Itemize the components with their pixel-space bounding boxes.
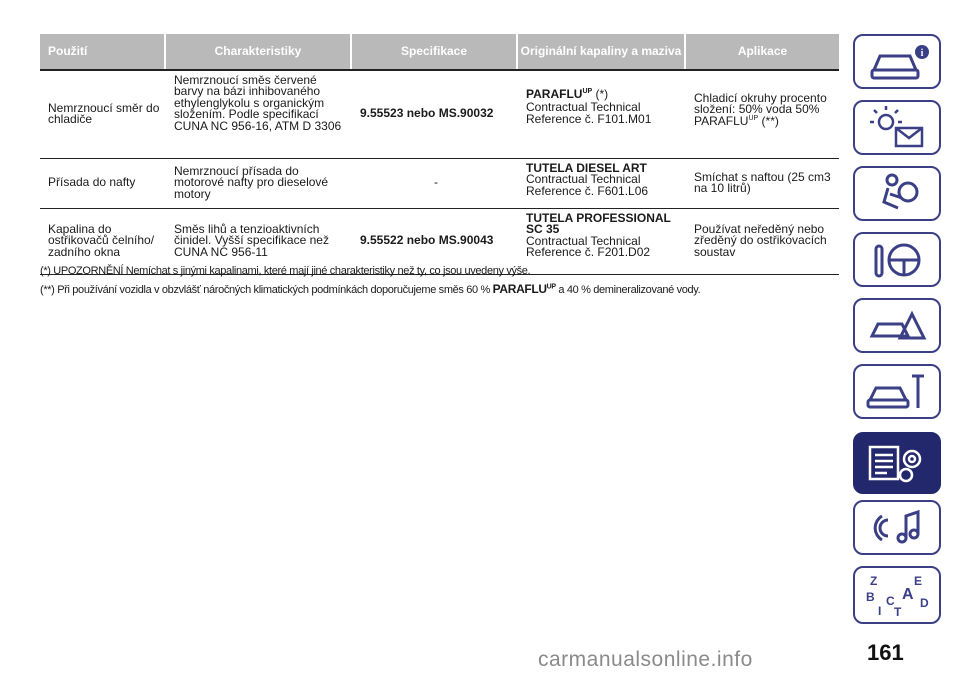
row-characteristics: Nemrznoucí směs červené barvy na bázi inhibovaného ethylenglykolu s organickým složením. Podle specifikací CUNA NC 956-16, ATM D 3306 (174, 72, 342, 133)
airbag-seat-icon[interactable] (853, 166, 941, 221)
index-letter: Z (870, 574, 878, 588)
row-usage: Nemrznoucí směr do chladiče (48, 100, 160, 126)
fluids-table (40, 34, 839, 275)
row-application: Používat neředěný nebo zředěný do ostřikovacích soustav (694, 221, 827, 259)
header-characteristics: Charakteristiky (166, 34, 352, 69)
index-letter: A (902, 586, 914, 603)
row-fluid (518, 71, 686, 158)
row-fluid (518, 159, 686, 208)
table-row (40, 71, 839, 159)
row-spec: 9.55523 nebo MS.90032 (360, 106, 494, 121)
car-service-icon[interactable] (853, 364, 941, 419)
row-spec: - (434, 175, 438, 190)
fluid-name: PARAFLU (526, 86, 583, 101)
fluid-mark: (*) (595, 86, 609, 101)
index-letter: E (914, 574, 923, 588)
page-number: 161 (867, 640, 904, 665)
index-letter: T (894, 605, 902, 617)
fluid-ref: Contractual Technical Reference č. F101.M01 (526, 100, 652, 126)
header-application: Aplikace (686, 34, 839, 69)
index-letters-icon[interactable] (853, 566, 941, 624)
row-usage: Přísada do nafty (48, 175, 136, 190)
fluid-sup: UP (582, 87, 593, 95)
index-letter: C (886, 594, 895, 608)
fluid-name: TUTELA PROFESSIONAL SC 35 (526, 210, 671, 236)
row-usage: Kapalina do ostřikovačů čelního/ zadního okna (48, 221, 155, 259)
row-spec: 9.55522 nebo MS.90043 (360, 233, 494, 248)
table-row (40, 159, 839, 209)
svg-text:i: i (920, 47, 924, 59)
index-letter: D (920, 596, 929, 610)
fluid-ref: Contractual Technical Reference č. F201.D02 (526, 233, 651, 259)
fluid-ref: Contractual Technical Reference č. F601.L06 (526, 172, 649, 198)
specs-gear-icon[interactable] (853, 432, 941, 494)
index-letter: I (878, 604, 882, 617)
table-header (40, 34, 839, 69)
multimedia-icon[interactable] (853, 500, 941, 555)
watermark: carmanualsonline.info (538, 648, 753, 671)
warning-lights-icon[interactable] (853, 100, 941, 155)
header-original-fluids: Originální kapaliny a maziva (518, 34, 686, 69)
key-steering-icon[interactable] (853, 232, 941, 287)
car-dashboard-icon[interactable] (853, 34, 941, 89)
footnote-1: (*) UPOZORNĚNÍ Nemíchat s jinými kapalinami, které mají jiné charakteristiky než ty, co jsou uvedeny výše. (40, 265, 531, 277)
header-usage: Použití (40, 34, 166, 69)
footnotes (40, 262, 840, 299)
index-letter: B (866, 590, 875, 604)
accident-warning-icon[interactable] (853, 298, 941, 353)
row-characteristics: Směs lihů a tenzioaktivních činidel. Vyšší specifikace než CUNA NC 956-11 (174, 221, 329, 259)
row-application: Chladicí okruhy procento složení: 50% voda 50% $PARAFLU^{UP}$ (**) (694, 90, 827, 128)
row-application: Smíchat s naftou (25 cm3 na 10 litrů) (694, 169, 831, 195)
header-specification: Specifikace (352, 34, 518, 69)
footnote-2: (**) Při používání vozidla v obzvlášť náročných klimatických podmínkách doporučujeme směs 60 % $PARAFLU^{UP}$ a 40 % demineralizované vody. (40, 282, 701, 296)
fluid-name: TUTELA DIESEL ART (526, 160, 647, 175)
row-characteristics: Nemrznoucí přísada do motorové nafty pro dieselové motory (174, 163, 329, 201)
